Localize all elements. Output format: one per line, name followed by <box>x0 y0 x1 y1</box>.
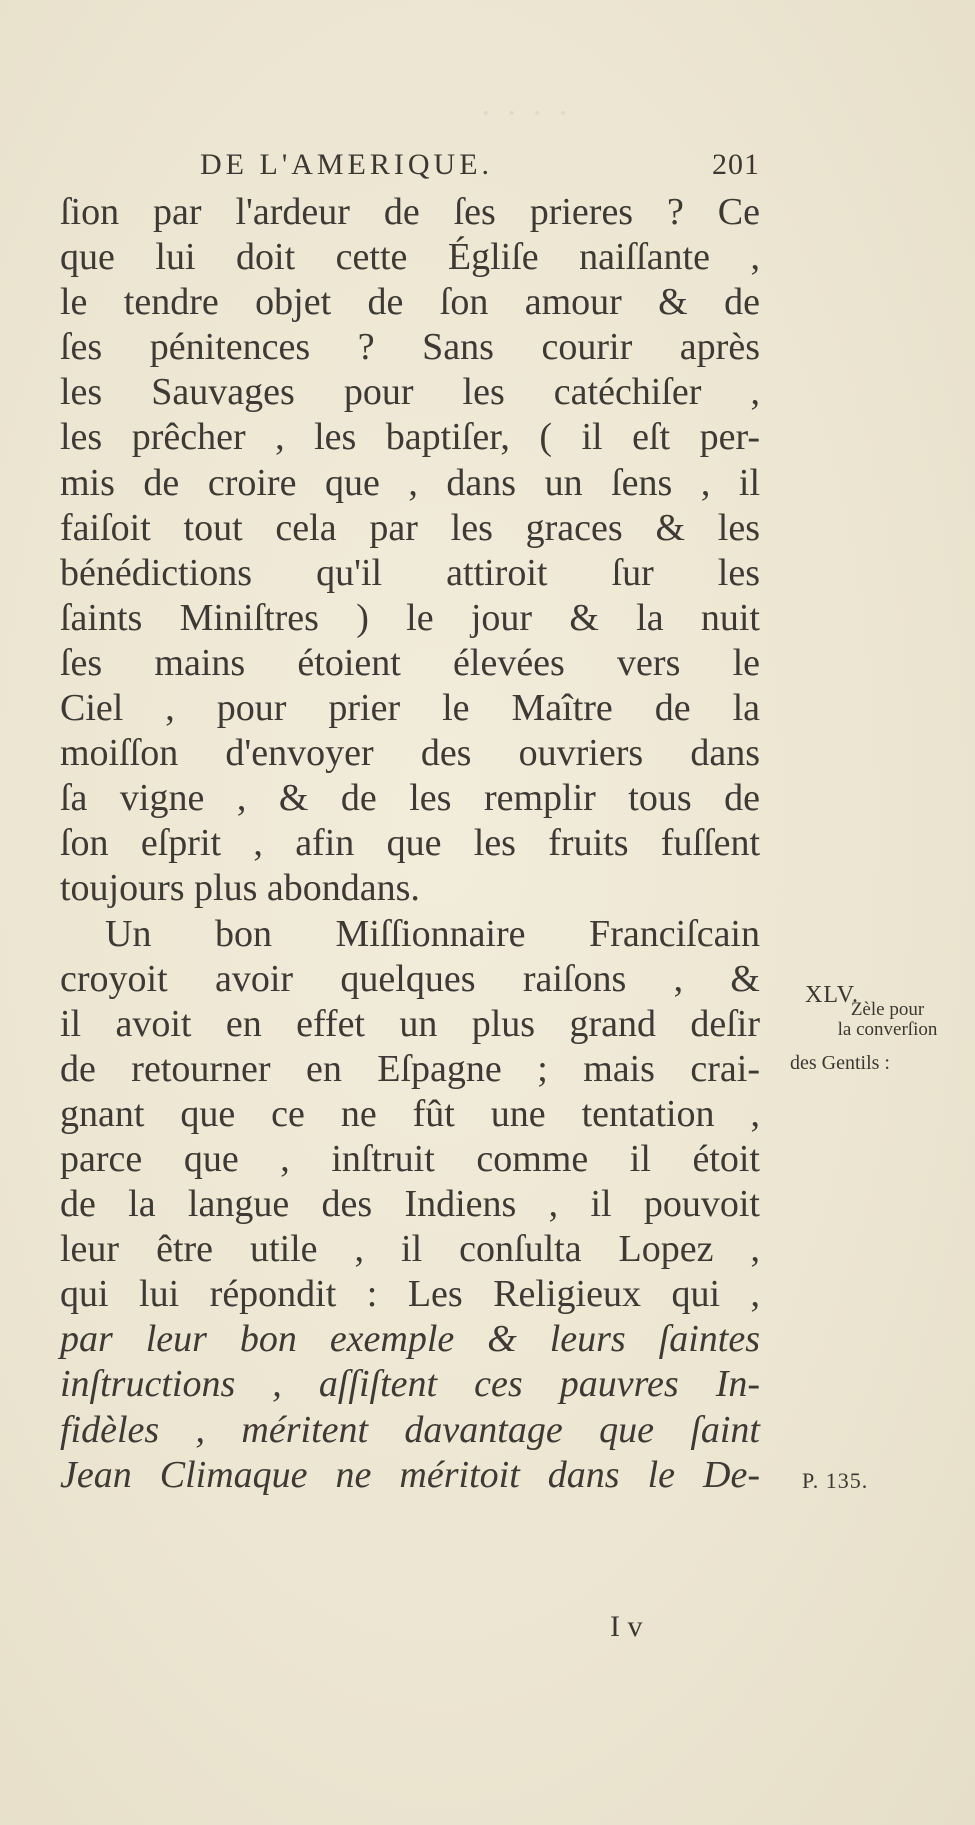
text-line: mis de croire que , dans un ſens , il <box>60 461 760 504</box>
text-line: toujours plus abondans. <box>60 867 420 910</box>
section-number: XLV. <box>805 982 860 1008</box>
running-title: DE L'AMERIQUE. <box>200 148 494 181</box>
text-line: inſtructions , aſſiſtent ces pauvres In- <box>60 1363 760 1406</box>
section-title-line: des Gentils : <box>790 1052 890 1074</box>
section-title-line: Zèle pour <box>850 999 925 1020</box>
text-line: moiſſon d'envoyer des ouvriers dans <box>60 732 760 775</box>
catchword: I v <box>610 1610 643 1643</box>
text-line: qui lui répondit : Les Religieux qui , <box>60 1273 760 1316</box>
text-line: ſes mains étoient élevées vers le <box>60 641 760 684</box>
text-line: ſion par l'ardeur de ſes prieres ? Ce <box>60 191 760 233</box>
text-line: de la langue des Indiens , il pouvoit <box>60 1183 760 1226</box>
text-line: que lui doit cette Égliſe naiſſante , <box>60 236 760 279</box>
page-reference: P. 135. <box>802 1468 869 1493</box>
text-line: leur être utile , il conſulta Lopez , <box>60 1228 760 1271</box>
text-line: fidèles , méritent davantage que ſaint <box>60 1408 760 1451</box>
text-line: de retourner en Eſpagne ; mais crai- <box>60 1047 760 1090</box>
text-line: Ciel , pour prier le Maître de la <box>60 687 760 730</box>
text-line: Un bon Miſſionnaire Franciſcain <box>105 912 760 955</box>
text-line: gnant que ce ne fût une tentation , <box>60 1092 760 1135</box>
page-number: 201 <box>712 148 760 181</box>
section-title-line: la converſion <box>837 1019 938 1040</box>
bleed-through-text: · · · · <box>480 95 572 132</box>
text-line: ſes pénitences ? Sans courir après <box>60 326 760 369</box>
text-line: par leur bon exemple & leurs ſaintes <box>60 1318 760 1361</box>
text-line: Jean Climaque ne méritoit dans le De- <box>60 1453 760 1496</box>
text-line: bénédictions qu'il attiroit ſur les <box>60 551 760 594</box>
text-line: les Sauvages pour les catéchiſer , <box>60 371 760 414</box>
text-line: les prêcher , les baptiſer, ( il eſt per- <box>60 416 760 459</box>
text-line: ſa vigne , & de les remplir tous de <box>60 777 760 820</box>
page-header <box>200 148 760 188</box>
section-title <box>800 1000 975 1040</box>
body-text <box>60 190 760 1498</box>
text-line: parce que , inſtruit comme il étoit <box>60 1137 760 1180</box>
text-line: il avoit en effet un plus grand deſir <box>60 1002 760 1045</box>
text-line: le tendre objet de ſon amour & de <box>60 281 760 324</box>
text-line: faiſoit tout cela par les graces & les <box>60 506 760 549</box>
text-line: ſon eſprit , afin que les fruits fuſſent <box>60 822 760 865</box>
text-line: ſaints Miniſtres ) le jour & la nuit <box>60 596 760 639</box>
text-line: croyoit avoir quelques raiſons , & <box>60 957 760 1000</box>
